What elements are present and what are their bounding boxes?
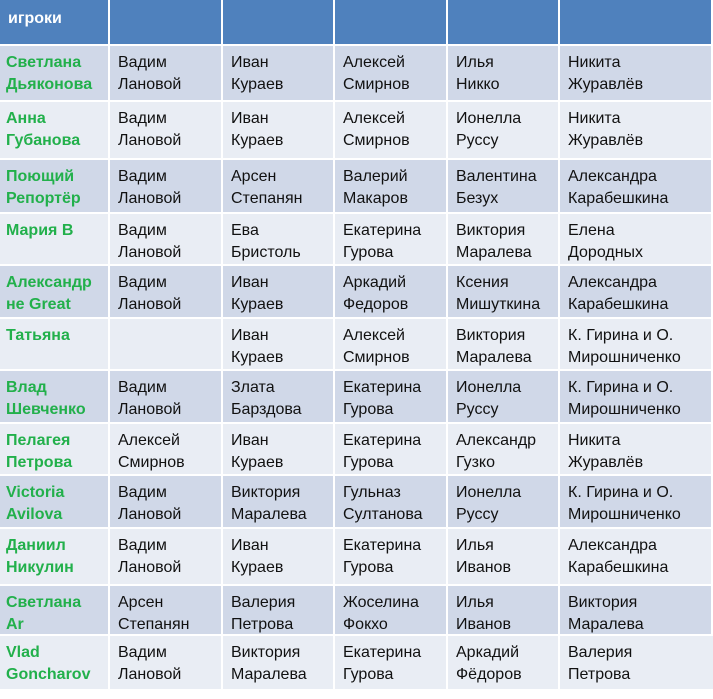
choice-cell: Аркадий Фёдоров	[448, 636, 560, 691]
choice-cell: Александр Гузко	[448, 424, 560, 476]
choice-cell: К. Гирина и О. Мирошниченко	[560, 476, 713, 529]
choice-cell: Арсен Степанян	[110, 586, 223, 636]
player-name-cell: Поющий Репортёр	[0, 160, 110, 214]
choice-cell: К. Гирина и О. Мирошниченко	[560, 319, 713, 371]
player-name-cell: Светлана Дьяконова	[0, 46, 110, 102]
choice-cell: Вадим Лановой	[110, 46, 223, 102]
choice-cell: Вадим Лановой	[110, 102, 223, 160]
choice-cell: Екатерина Гурова	[335, 214, 448, 266]
choice-cell: Виктория Маралева	[448, 214, 560, 266]
player-name-cell: Татьяна	[0, 319, 110, 371]
choice-cell: Алексей Смирнов	[335, 46, 448, 102]
choice-cell: Александра Карабешкина	[560, 529, 713, 586]
choice-cell: Гульназ Султанова	[335, 476, 448, 529]
choice-cell: Ионелла Руссу	[448, 371, 560, 424]
choice-cell: Вадим Лановой	[110, 214, 223, 266]
choice-cell: Вадим Лановой	[110, 476, 223, 529]
choice-cell: Ева Бристоль	[223, 214, 335, 266]
choice-cell: Алексей Смирнов	[335, 102, 448, 160]
player-name-cell: Мария В	[0, 214, 110, 266]
header-cell-players: игроки	[0, 0, 110, 46]
choice-cell: Иван Кураев	[223, 266, 335, 319]
choice-cell: Никита Журавлёв	[560, 46, 713, 102]
choice-cell: Илья Иванов	[448, 529, 560, 586]
choice-cell: Алексей Смирнов	[110, 424, 223, 476]
choice-cell: Виктория Маралева	[448, 319, 560, 371]
choice-cell: Вадим Лановой	[110, 160, 223, 214]
choice-cell: Иван Кураев	[223, 102, 335, 160]
choice-cell	[110, 319, 223, 371]
player-name-cell: Анна Губанова	[0, 102, 110, 160]
choice-cell: Екатерина Гурова	[335, 529, 448, 586]
choice-cell: Иван Кураев	[223, 319, 335, 371]
header-cell	[110, 0, 223, 46]
choice-cell: Екатерина Гурова	[335, 371, 448, 424]
choice-cell: Виктория Маралева	[223, 476, 335, 529]
choice-cell: Александра Карабешкина	[560, 160, 713, 214]
choice-cell: Арсен Степанян	[223, 160, 335, 214]
choice-cell: Екатерина Гурова	[335, 424, 448, 476]
choice-cell: Вадим Лановой	[110, 636, 223, 691]
choice-cell: Алексей Смирнов	[335, 319, 448, 371]
header-cell	[223, 0, 335, 46]
choice-cell: Валерий Макаров	[335, 160, 448, 214]
choice-cell: Александра Карабешкина	[560, 266, 713, 319]
choice-cell: Злата Барздова	[223, 371, 335, 424]
choice-cell: Ксения Мишуткина	[448, 266, 560, 319]
choice-cell: Виктория Маралева	[560, 586, 713, 636]
player-name-cell: Влад Шевченко	[0, 371, 110, 424]
choice-cell: Ионелла Руссу	[448, 476, 560, 529]
choice-cell: Валерия Петрова	[560, 636, 713, 691]
player-name-cell: Александр не Great	[0, 266, 110, 319]
player-name-cell: Даниил Никулин	[0, 529, 110, 586]
choice-cell: Илья Никко	[448, 46, 560, 102]
choice-cell: Жоселина Фокхо	[335, 586, 448, 636]
choice-cell: Никита Журавлёв	[560, 424, 713, 476]
choice-cell: Валерия Петрова	[223, 586, 335, 636]
player-name-cell: Victoria Avilova	[0, 476, 110, 529]
choice-cell: Вадим Лановой	[110, 266, 223, 319]
choice-cell: Валентина Безух	[448, 160, 560, 214]
header-cell	[560, 0, 713, 46]
choice-cell: Елена Дородных	[560, 214, 713, 266]
choice-cell: Иван Кураев	[223, 529, 335, 586]
choice-cell: Вадим Лановой	[110, 529, 223, 586]
choice-cell: К. Гирина и О. Мирошниченко	[560, 371, 713, 424]
choice-cell: Ионелла Руссу	[448, 102, 560, 160]
choice-cell: Илья Иванов	[448, 586, 560, 636]
choice-cell: Екатерина Гурова	[335, 636, 448, 691]
player-name-cell: Vlad Goncharov	[0, 636, 110, 691]
header-cell	[335, 0, 448, 46]
player-name-cell: Пелагея Петрова	[0, 424, 110, 476]
header-cell	[448, 0, 560, 46]
player-name-cell: Светлана Ar	[0, 586, 110, 636]
choice-cell: Аркадий Федоров	[335, 266, 448, 319]
choice-cell: Вадим Лановой	[110, 371, 223, 424]
choice-cell: Виктория Маралева	[223, 636, 335, 691]
choice-cell: Иван Кураев	[223, 424, 335, 476]
choice-cell: Иван Кураев	[223, 46, 335, 102]
choice-cell: Никита Журавлёв	[560, 102, 713, 160]
